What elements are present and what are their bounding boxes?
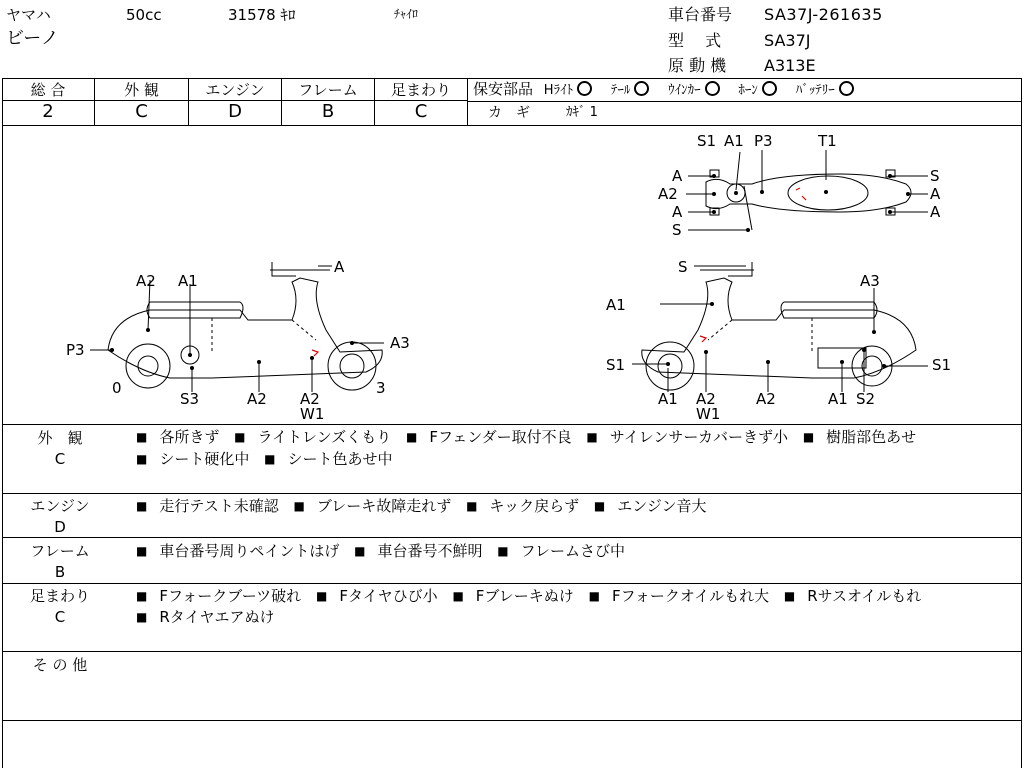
right-label-a1-wheel: A1: [658, 390, 678, 408]
list-item: ■ 車台番号周りペイントはげ: [136, 542, 339, 560]
section-engine-name: エンジン: [30, 497, 90, 515]
type-label: 型 式: [668, 31, 722, 50]
right-label-a1-front: A1: [606, 296, 626, 314]
type-value: SA37J: [764, 31, 811, 50]
right-label-a3: A3: [860, 272, 880, 290]
section-engine-line-1: [136, 495, 717, 518]
engine-value: A313E: [764, 56, 816, 75]
mileage-unit: ｷﾛ: [280, 6, 296, 24]
top-label-a1: A1: [724, 132, 744, 150]
list-item: ■ 各所きず: [136, 428, 219, 446]
left-label-a3: A3: [390, 334, 410, 352]
diagram-dots: [110, 174, 910, 370]
list-item: ■ ブレーキ故障走れず: [294, 497, 452, 515]
list-item: ■ シート色あせ中: [264, 450, 392, 468]
left-label-0: 0: [112, 379, 122, 397]
section-exterior-line-1: [136, 426, 926, 449]
section-frame-grade: B: [54, 563, 66, 581]
list-item: ■ エンジン音大: [594, 497, 707, 515]
right-label-s2: S2: [856, 390, 876, 408]
list-item: ■ Fタイヤひび小: [316, 587, 438, 605]
maker: ヤマハ: [6, 6, 51, 24]
grade-label-exterior: 外 観: [124, 81, 159, 99]
left-label-a2-front: A2: [300, 390, 320, 408]
key-value: ｶｷﾞ 1: [566, 105, 598, 120]
left-label-a2-seat: A2: [136, 272, 156, 290]
color: ﾁｬｲﾛ: [394, 7, 419, 21]
right-label-s1-front: S1: [606, 356, 626, 374]
list-item: ■ 車台番号不鮮明: [354, 542, 482, 560]
right-label-a1-rear: A1: [828, 390, 848, 408]
grade-value-suspension: C: [414, 101, 428, 122]
list-item: ■ Fフォークブーツ破れ: [136, 587, 301, 605]
right-label-s-handle: S: [678, 258, 688, 276]
safety-item-horn: ﾎｰﾝ: [738, 83, 758, 98]
list-item: ■ サイレンサーカバーきず小: [586, 428, 788, 446]
displacement: 50cc: [126, 6, 162, 24]
mileage-value: 31578: [228, 6, 276, 24]
list-item: ■ Fフォークオイルもれ大: [589, 587, 769, 605]
section-exterior-grade: C: [54, 450, 66, 468]
safety-item-winker: ｳｲﾝｶｰ: [668, 83, 701, 98]
top-label-p3: P3: [754, 132, 773, 150]
list-item: ■ Rサスオイルもれ: [784, 587, 921, 605]
top-view-scooter: [686, 150, 928, 230]
section-engine-grade: D: [54, 518, 66, 536]
grade-label-frame: フレーム: [298, 81, 358, 99]
section-exterior-name: 外 観: [37, 429, 83, 447]
list-item: ■ Fフェンダー取付不良: [406, 428, 572, 446]
list-item: ■ 走行テスト未確認: [136, 497, 279, 515]
list-item: ■ 樹脂部色あせ: [803, 428, 916, 446]
top-label-a-right-mid: A: [930, 185, 941, 203]
section-suspension-line-1: [136, 585, 931, 608]
section-suspension-grade: C: [54, 608, 66, 626]
right-label-s1-rear: S1: [932, 356, 952, 374]
grade-label-engine: エンジン: [205, 81, 265, 99]
section-frame-line-1: [136, 540, 635, 563]
list-item: ■ シート硬化中: [136, 450, 249, 468]
section-suspension-name: 足まわり: [29, 587, 90, 605]
key-label: カ ギ: [488, 105, 530, 121]
left-label-p3: P3: [66, 341, 85, 359]
engine-label: 原 動 機: [668, 56, 727, 75]
section-frame-name: フレーム: [30, 542, 90, 560]
top-label-a-upper: A: [672, 167, 683, 185]
list-item: ■ フレームさび中: [497, 542, 625, 560]
top-label-t1: T1: [818, 132, 837, 150]
list-item: ■ キック戻らず: [466, 497, 579, 515]
section-exterior-line-2: [136, 448, 403, 471]
right-view-scooter: [632, 262, 928, 392]
right-label-w1: W1: [696, 405, 721, 423]
safety-item-headlight: Hﾗｲﾄ: [543, 83, 574, 98]
left-label-a1: A1: [178, 272, 198, 290]
top-label-a2: A2: [658, 185, 678, 203]
left-label-a2-floor: A2: [247, 390, 267, 408]
grade-label-suspension: 足まわり: [390, 81, 451, 99]
list-item: ■ Fブレーキぬけ: [452, 587, 573, 605]
safety-label: 保安部品: [473, 80, 534, 98]
grade-value-exterior: C: [135, 101, 148, 122]
top-label-a-lower: A: [672, 203, 683, 221]
grade-value-overall: 2: [42, 101, 54, 122]
left-label-s3: S3: [180, 390, 200, 408]
grade-value-frame: B: [321, 101, 335, 122]
top-label-a-right-low: A: [930, 203, 941, 221]
grade-label-overall: 総 合: [30, 81, 66, 99]
top-label-s1: S1: [697, 132, 717, 150]
list-item: ■ ライトレンズくもり: [234, 428, 391, 446]
right-label-a2-front: A2: [696, 390, 716, 408]
list-item: ■ Rタイヤエアぬけ: [136, 608, 274, 626]
right-label-a2-floor: A2: [756, 390, 776, 408]
left-label-a-handle: A: [334, 258, 345, 276]
model-name: ビーノ: [6, 28, 59, 49]
left-view-scooter: [90, 262, 384, 392]
damage-marks: [312, 188, 806, 356]
top-label-s-bottom: S: [672, 221, 682, 239]
section-suspension-line-2: [136, 606, 284, 629]
top-label-s-right: S: [930, 167, 940, 185]
section-other-name: そ の 他: [32, 656, 88, 674]
grade-value-engine: D: [228, 101, 242, 122]
chassis-value: SA37J-261635: [764, 5, 883, 24]
chassis-label: 車台番号: [668, 5, 733, 24]
left-label-w1: W1: [300, 405, 325, 423]
safety-item-tail: ﾃｰﾙ: [610, 83, 631, 98]
left-label-3: 3: [376, 379, 386, 397]
safety-item-battery: ﾊﾞｯﾃﾘｰ: [795, 83, 835, 98]
